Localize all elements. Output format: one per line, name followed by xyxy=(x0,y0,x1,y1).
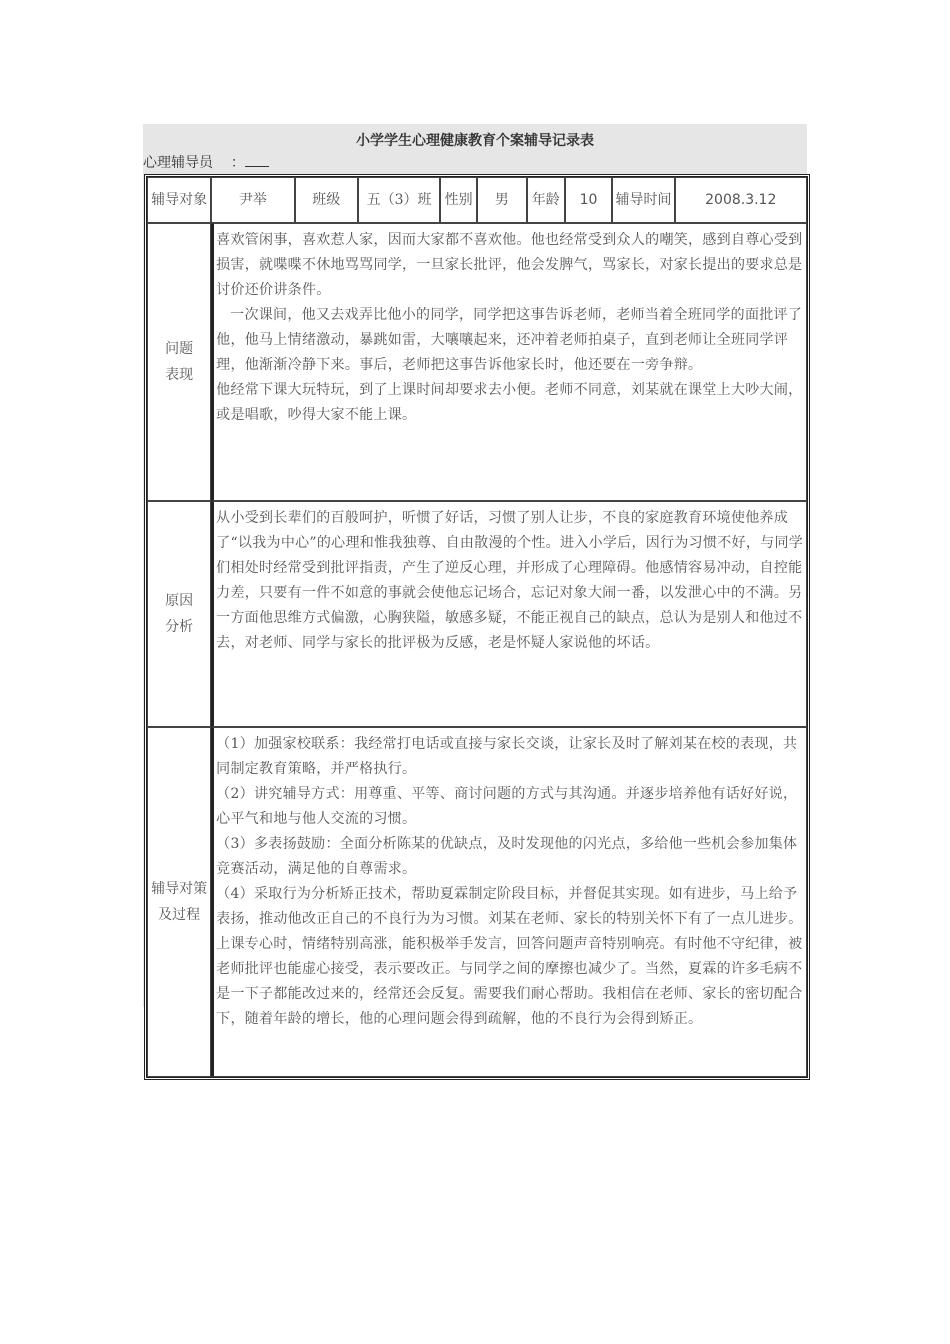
strategy-paragraph: （1）加强家校联系：我经常打电话或直接与家长交谈，让家长及时了解刘某在校的表现，共同制定教育策略，并严格执行。 xyxy=(216,736,798,777)
strategy-paragraph: （4）采取行为分析矫正技术，帮助夏霖制定阶段目标，并督促其实现。如有进步，马上给予表扬，推动他改正自己的不良行为为习惯。刘某在老师、家长的特别关怀下有了一点儿进步。上课专心时，情绪特别高涨，能积极举手发言，回答问题声音特别响亮。有时他不守纪律，被老师批评也能虚心接受，表示要改正。与同学之间的摩擦也减少了。当然，夏霖的许多毛病不是一下子都能改过来的，经常还会反复。需要我们耐心帮助。我相信在老师、家长的密切配合下，随着年龄的增长，他的心理问题会得到疏解，他的不良行为会得到矫正。 xyxy=(216,886,803,1027)
cause-label xyxy=(147,501,211,727)
strategy-paragraph: （2）讲究辅导方式：用尊重、平等、商讨问题的方式与其沟通。并逐步培养他有话好好说，心平气和地与他人交流的习惯。 xyxy=(216,786,798,827)
cause-row xyxy=(147,501,807,727)
problem-paragraph: 一次课间，他又去戏弄比他小的同学，同学把这事告诉老师，老师当着全班同学的面批评了他，他马上情绪激动，暴跳如雷，大嚷嚷起来，还冲着老师拍桌子，直到老师让全班同学评理，他渐渐冷静下来。事后，老师把这事告诉他家长时，他还要在一旁争辩。 xyxy=(216,307,803,373)
class-value: 五（3）班 xyxy=(358,177,441,223)
strategy-paragraph: （3）多表扬鼓励：全面分析陈某的优缺点，及时发现他的闪光点，多给他一些机会参加集体竞赛活动，满足他的自尊需求。 xyxy=(216,836,798,877)
strategy-content xyxy=(211,727,807,1077)
problem-paragraph: 他经常下课大玩特玩，到了上课时间却要求去小便。老师不同意，刘某就在课堂上大吵大闹，或是唱歌，吵得大家不能上课。 xyxy=(216,382,803,423)
counselor-sep: ： xyxy=(230,155,245,171)
age-label: 年龄 xyxy=(527,177,565,223)
problem-row xyxy=(147,223,807,501)
gender-value: 男 xyxy=(477,177,527,223)
time-label: 辅导时间 xyxy=(612,177,674,223)
cause-label-text: 原因分析 xyxy=(165,593,194,635)
class-label: 班级 xyxy=(295,177,358,223)
document-panel xyxy=(143,124,807,1027)
gender-label: 性别 xyxy=(440,177,477,223)
cause-paragraph: 从小受到长辈们的百般呵护，听惯了好话，习惯了别人让步，不良的家庭教育环境使他养成了“以我为中心”的心理和惟我独尊、自由散漫的个性。进入小学后，因行为习惯不好，与同学们相处时经常受到批评指责，产生了逆反心理，并形成了心理障碍。他感情容易冲动，自控能力差，只要有一件不如意的事就会使他忘记场合，忘记对象大闹一番，以发泄心中的不满。另一方面他思维方式偏激，心胸狭隘，敏感多疑，不能正视自己的缺点，总认为是别人和他过不去，对老师、同学与家长的批评极为反感，老是怀疑人家说他的坏话。 xyxy=(216,510,804,651)
header-row xyxy=(147,177,807,223)
strategy-row xyxy=(147,727,807,1077)
problem-label xyxy=(147,223,211,501)
problem-label-text: 问题表现 xyxy=(165,341,194,383)
counselor-line xyxy=(143,152,269,172)
record-table xyxy=(144,174,810,1080)
time-value: 2008.3.12 xyxy=(675,177,807,223)
problem-paragraph: 喜欢管闲事，喜欢惹人家，因而大家都不喜欢他。他也经常受到众人的嘲笑，感到自尊心受到损害，就喋喋不休地骂骂同学，一旦家长批评，他会发脾气，骂家长，对家长提出的要求总是讨价还价讲条件。 xyxy=(216,232,803,298)
problem-content xyxy=(211,223,807,501)
counselor-blank xyxy=(245,152,269,167)
counselor-label: 心理辅导员 xyxy=(143,155,213,171)
cause-content xyxy=(211,501,807,727)
subject-label: 辅导对象 xyxy=(147,177,211,223)
strategy-label-text: 辅导对策及过程 xyxy=(151,881,208,923)
strategy-label xyxy=(147,727,211,1077)
document-title: 小学学生心理健康教育个案辅导记录表 xyxy=(356,133,594,149)
subject-value: 尹举 xyxy=(211,177,295,223)
age-value: 10 xyxy=(565,177,613,223)
